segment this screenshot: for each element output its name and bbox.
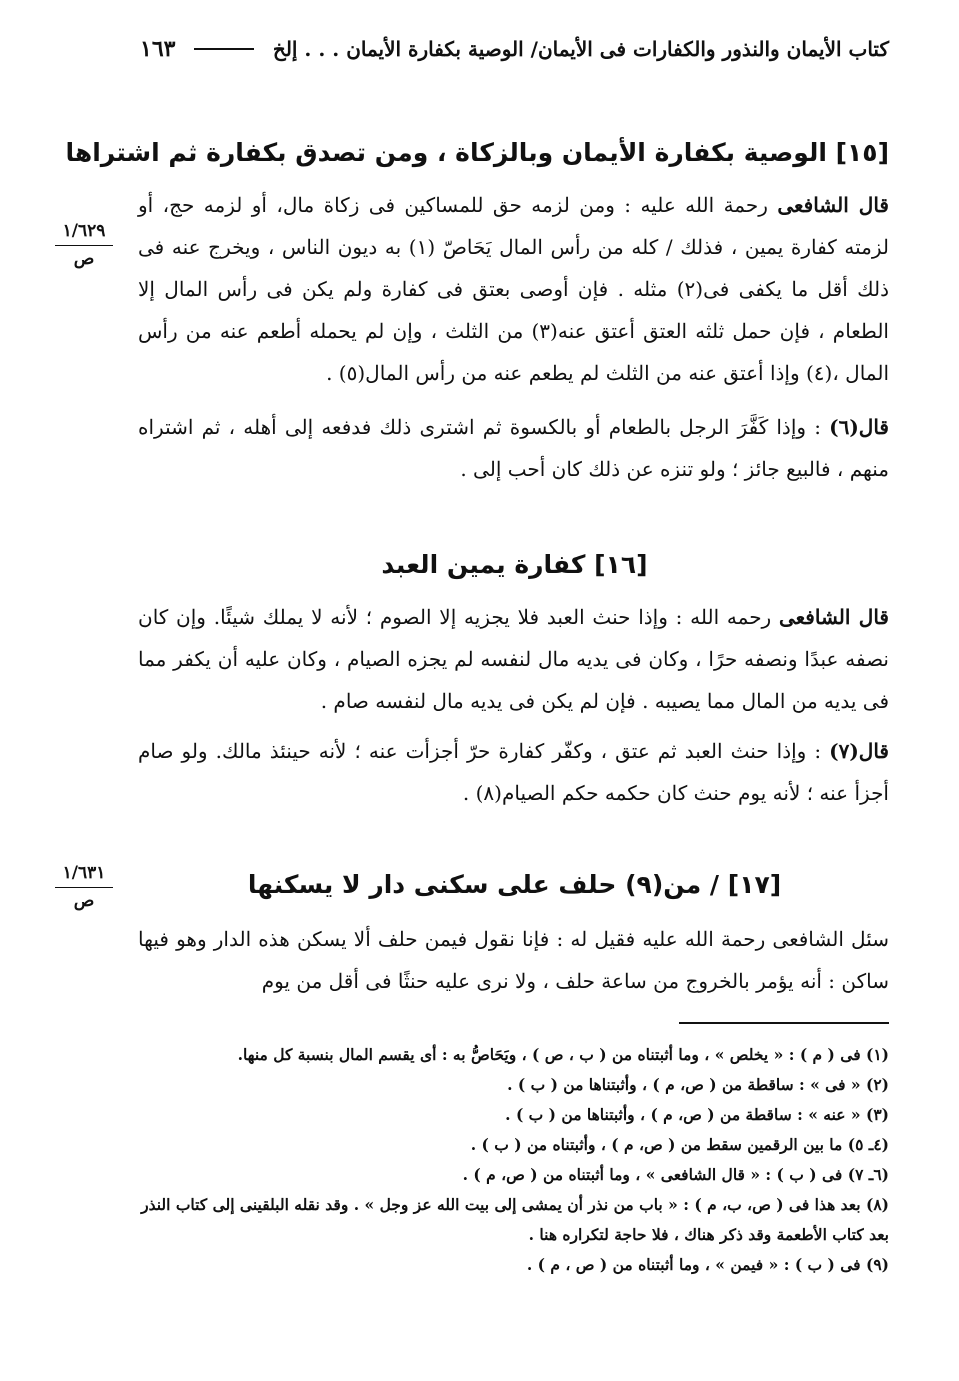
paragraph-text: سئل الشافعى رحمة الله عليه فقيل له : فإنا نقول فيمن حلف ألا يسكن هذه الدار وهو فيها ساكن : أنه يؤمر بالخروج من ساعة حلف ، ولا نرى عليه حنثًا فى أقل من يوم xyxy=(138,927,889,993)
footnote: (٤ـ ٥) ما بين الرقمين سقط من ( ص، م ) ، وأثبتناه من ( ب ) . xyxy=(470,1135,889,1154)
section-heading: [١٥] الوصية بكفارة الأيمان وبالزكاة ، ومن تصدق بكفارة ثم اشتراها xyxy=(65,138,889,167)
page-number: ١٦٣ xyxy=(140,36,176,62)
footnote: (٣) « عنه » : ساقطة من ( ص، م ) ، وأثبتناها من ( ب ) . xyxy=(505,1105,889,1124)
footnote: (٩) فى ( ب ) : « فيمن » ، وما أثبتناه من ( ص ، م ) . xyxy=(526,1255,889,1274)
paragraph-text: رحمه الله : وإذا حنث العبد فلا يجزيه إلا الصوم ؛ لأنه لا يملك شيئًا. وإن كان نصفه عبدًا ونصفه حرًا ، وكان فى يديه مال لنفسه لم يجزه الصيام ، وكان عليه أن يكفر مما فى يديه من المال مما يصيبه . فإن لم يكن فى يديه مال لنفسه صام . xyxy=(138,605,889,713)
paragraph xyxy=(138,730,889,814)
paragraph-lead: قال(٧) xyxy=(829,739,889,763)
margin-reference xyxy=(55,220,113,270)
footnotes xyxy=(138,1040,889,1280)
paragraph-text: رحمة الله عليه : ومن لزمه حق للمساكين فى زكاة مال، أو لزمه حج، أو لزمته كفارة يمين ، فذلك / كله من رأس المال يَحَاصّ (١) به ديون الناس ، ويخرج عنه فى ذلك أقل ما يكفى فى(٢) مثله . فإن أوصى بعتق فى كفارة ولم يكن فى رأس المال إلا الطعام ، فإن حمل ثلثه العتق أعتق عنه(٣) من الثلث ، وإن لم يحمله أطعم عنه من رأس المال ،(٤) وإذا أعتق عنه من الثلث لم يطعم عنه من رأس المال(٥) . xyxy=(138,193,889,385)
paragraph-lead: قال(٦) xyxy=(829,415,889,439)
margin-reference-folio: ١/٦٢٩ xyxy=(55,220,113,246)
paragraph-text: : وإذا كَفَّرَ الرجل بالطعام أو بالكسوة ثم اشترى ذلك فدفعه إلى أهله ، ثم اشتراه منهم ، فالبيع جائز ؛ ولو تنزه عن ذلك كان أحب إلى . xyxy=(138,415,889,481)
paragraph xyxy=(138,184,889,394)
running-header-title: كتاب الأيمان والنذور والكفارات فى الأيمان/ الوصية بكفارة الأيمان . . . إلخ xyxy=(272,37,889,61)
footnote: (١) فى ( م ) : « يخلص » ، وما أثبتناه من ( ب ، ص ) ، ويَحَاصُّ به : أى يقسم المال بنسبة كل منها. xyxy=(237,1045,889,1064)
margin-reference xyxy=(55,862,113,912)
paragraph-lead: قال الشافعى xyxy=(778,605,889,629)
footnote: (٨) بعد هذا فى ( ص، ب، م ) : « باب من نذر أن يمشى إلى بيت الله عز وجل » . وقد نقله البلقينى إلى كتاب النذر بعد كتاب الأطعمة وقد ذكر هناك ، فلا حاجة لتكراره هنا . xyxy=(141,1195,889,1244)
margin-reference-folio: ١/٦٣١ xyxy=(55,862,113,888)
footnote-separator xyxy=(679,1022,889,1024)
paragraph xyxy=(138,596,889,722)
paragraph-text: : وإذا حنث العبد ثم عتق ، وكفّر كفارة حرّ أجزأت عنه ؛ لأنه حينئذ مالك. ولو صام أجزأ عنه ؛ لأنه يوم حنث كان حكمه حكم الصيام(٨) . xyxy=(138,739,889,805)
section-heading: [١٧] / من(٩) حلف على سكنى دار لا يسكنها xyxy=(247,870,782,899)
margin-reference-manuscript: ص xyxy=(73,249,95,269)
footnote: (٦ـ ٧) فى ( ب ) : « قال الشافعى » ، وما أثبتناه من ( ص، م ) . xyxy=(462,1165,889,1184)
running-header-rule xyxy=(194,48,254,50)
footnote: (٢) « فى » : ساقطة من ( ص، م ) ، وأثبتناها من ( ب ) . xyxy=(507,1075,889,1094)
running-header xyxy=(140,36,889,62)
paragraph-lead: قال الشافعى xyxy=(777,193,889,217)
paragraph xyxy=(138,918,889,1002)
section-heading: [١٦] كفارة يمين العبد xyxy=(381,550,648,579)
paragraph xyxy=(138,406,889,490)
margin-reference-manuscript: ص xyxy=(73,891,95,911)
